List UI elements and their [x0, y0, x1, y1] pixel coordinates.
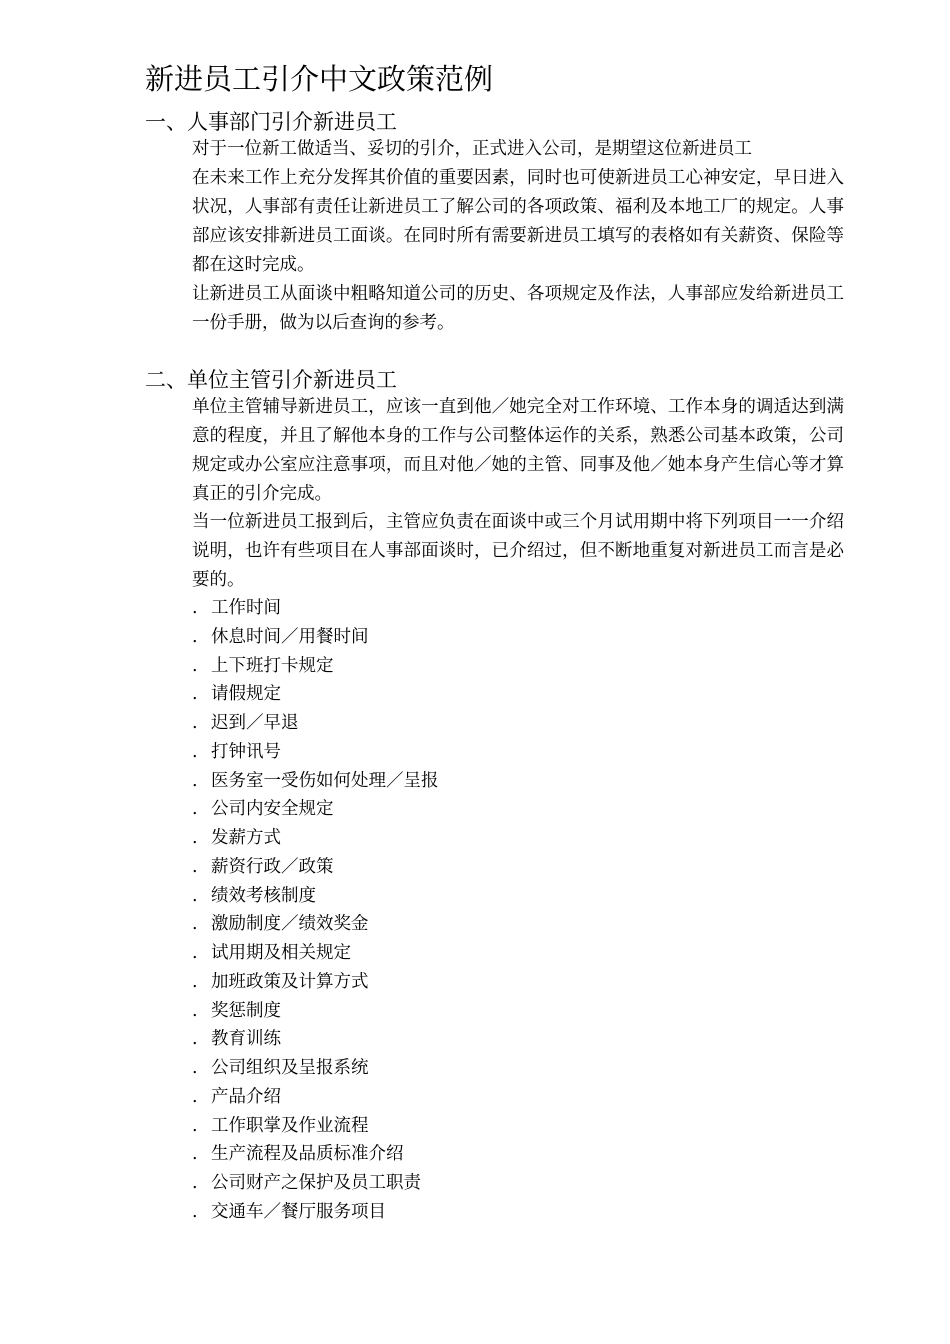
list-item-text: 打钟讯号: [211, 741, 281, 762]
list-item: [192, 968, 439, 997]
bullet-dot: .: [192, 713, 198, 733]
introduction-items-list: [192, 594, 439, 1227]
list-item: [192, 594, 439, 623]
bullet-dot: .: [192, 741, 198, 762]
section-2-paragraph-1: 单位主管辅导新进员工，应该一直到他／她完全对工作环境、工作本身的调适达到满意的程度，并且了解他本身的工作与公司整体运作的关系，熟悉公司基本政策，公司规定或办公室应注意事项，而且对他／她的主管、同事及他／她本身产生信心等才算真正的引介完成。: [192, 397, 844, 504]
bullet-dot: .: [192, 1086, 198, 1107]
list-item-text: 公司内安全规定: [211, 799, 334, 820]
bullet-dot: .: [192, 770, 198, 791]
list-item-text: 工作时间: [211, 598, 281, 618]
list-item-text: 生产流程及品质标准介绍: [211, 1144, 404, 1165]
list-item: [192, 1025, 439, 1054]
list-item: [192, 623, 439, 652]
section-heading-hr: 一、人事部门引介新进员工: [145, 110, 397, 134]
list-item-text: 加班政策及计算方式: [211, 971, 369, 992]
list-item: [192, 939, 439, 968]
bullet-dot: .: [192, 885, 198, 906]
section-2-paragraph-2: 当一位新进员工报到后，主管应负责在面谈中或三个月试用期中将下列项目一一介绍说明，也许有些项目在人事部面谈时，已介绍过，但不断地重复对新进员工而言是必要的。: [192, 512, 844, 590]
list-item: [192, 853, 439, 882]
list-item: [192, 767, 439, 796]
list-item-text: 绩效考核制度: [211, 885, 316, 906]
list-item: [192, 910, 439, 939]
bullet-dot: .: [192, 1173, 198, 1193]
list-item: [192, 738, 439, 767]
list-item: [192, 1198, 439, 1227]
list-item-text: 教育训练: [211, 1029, 281, 1050]
bullet-dot: .: [192, 684, 198, 705]
bullet-dot: .: [192, 971, 198, 992]
list-item: [192, 1169, 439, 1198]
list-item-text: 公司财产之保护及员工职责: [211, 1173, 421, 1193]
list-item: [192, 680, 439, 709]
bullet-dot: .: [192, 598, 198, 618]
bullet-dot: .: [192, 655, 198, 676]
list-item: [192, 1054, 439, 1083]
list-item-text: 休息时间／用餐时间: [211, 626, 369, 647]
bullet-dot: .: [192, 828, 198, 848]
section-1-paragraph-1: 对于一位新工做适当、妥切的引介，正式进入公司，是期望这位新进员工: [192, 139, 752, 159]
bullet-dot: .: [192, 1058, 198, 1078]
list-item: [192, 795, 439, 824]
bullet-dot: .: [192, 1029, 198, 1050]
list-item: [192, 882, 439, 911]
section-1-paragraph-3: 让新进员工从面谈中粗略知道公司的历史、各项规定及作法，人事部应发给新进员工一份手册，做为以后查询的参考。: [192, 284, 844, 333]
document-title: 新进员工引介中文政策范例: [145, 62, 494, 96]
list-item: [192, 1083, 439, 1112]
bullet-dot: .: [192, 943, 198, 963]
list-item-text: 产品介绍: [211, 1086, 281, 1107]
list-item-text: 工作职掌及作业流程: [211, 1115, 369, 1136]
list-item-text: 薪资行政／政策: [211, 856, 334, 877]
bullet-dot: .: [192, 1201, 198, 1222]
list-item-text: 试用期及相关规定: [211, 943, 351, 963]
bullet-dot: .: [192, 856, 198, 877]
list-item: [192, 997, 439, 1026]
section-1-paragraph-2: 在未来工作上充分发挥其价值的重要因素，同时也可使新进员工心神安定，早日进入状况，人事部有责任让新进员工了解公司的各项政策、福利及本地工厂的规定。人事部应该安排新进员工面谈。在同时所有需要新进员工填写的表格如有关薪资、保险等都在这时完成。: [192, 168, 844, 275]
list-item-text: 医务室一受伤如何处理／呈报: [211, 770, 439, 791]
bullet-dot: .: [192, 1144, 198, 1165]
list-item-text: 交通车／餐厅服务项目: [211, 1201, 386, 1222]
list-item: [192, 824, 439, 853]
list-item-text: 发薪方式: [211, 828, 281, 848]
bullet-dot: .: [192, 799, 198, 820]
list-item: [192, 1140, 439, 1169]
list-item-text: 公司组织及呈报系统: [211, 1058, 369, 1078]
list-item-text: 激励制度／绩效奖金: [211, 914, 369, 935]
section-heading-supervisor: 二、单位主管引介新进员工: [145, 368, 397, 392]
bullet-dot: .: [192, 626, 198, 647]
list-item: [192, 709, 439, 738]
list-item-text: 奖惩制度: [211, 1000, 281, 1021]
list-item-text: 迟到／早退: [211, 713, 299, 733]
list-item-text: 上下班打卡规定: [211, 655, 334, 676]
list-item-text: 请假规定: [211, 684, 281, 705]
bullet-dot: .: [192, 1000, 198, 1021]
list-item: [192, 652, 439, 681]
bullet-dot: .: [192, 1115, 198, 1136]
bullet-dot: .: [192, 914, 198, 935]
list-item: [192, 1112, 439, 1141]
